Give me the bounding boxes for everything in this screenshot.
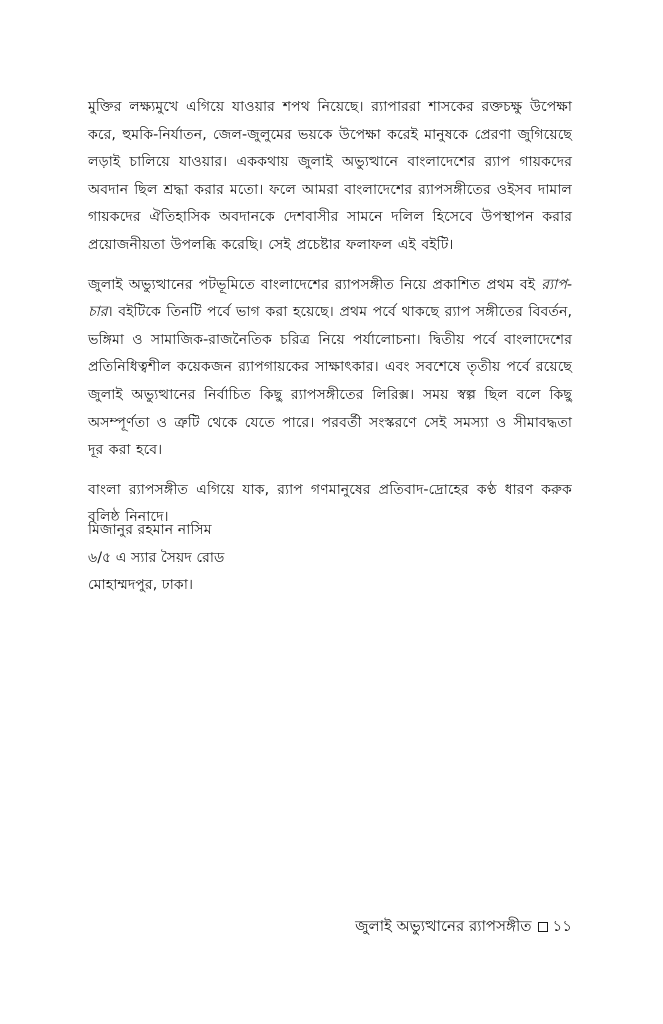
paragraph-1: মুক্তির লক্ষ্যমুখে এগিয়ে যাওয়ার শপথ নিয়েছে। র‍্যাপাররা শাসকের রক্তচক্ষু উপেক্ষা করে, হুমকি-নির্যাতন, জেল-জুলুমের ভয়কে উপেক্ষা করেই মানুষকে প্রেরণা জুগিয়েছে লড়াই চালিয়ে যাওয়ার। এককথায় জুলাই অভ্যুত্থানে বাংলাদেশের র‍্যাপ গায়কদের অবদান ছিল শ্রদ্ধা করার মতো। ফলে আমরা বাংলাদেশের র‍্যাপসঙ্গীতের ওইসব দামাল গায়কদের ঐতিহাসিক অবদানকে দেশবাসীর সামনে দলিল হিসেবে উপস্থাপন করার প্রয়োজনীয়তা উপলব্ধি করেছি। সেই প্রচেষ্টার ফলাফল এই বইটি। <box>88 99 572 253</box>
book-title: র‍্যাপ-চার <box>88 276 572 321</box>
paragraph-2 <box>88 272 572 465</box>
signature-block <box>88 517 572 600</box>
address-line-1: ৬/৫ এ স্যার সৈয়দ রোড <box>88 549 225 566</box>
paragraph-2-text-after: । বইটিকে তিনটি পর্বে ভাগ করা হয়েছে। প্রথম পর্বে থাকছে র‍্যাপ সঙ্গীতের বিবর্তন, ভঙ্গিমা ও সামাজিক-রাজনৈতিক চরিত্র নিয়ে পর্যালোচনা। দ্বিতীয় পর্বে বাংলাদেশের প্রতিনিধিত্বশীল কয়েকজন র‍্যাপগায়কের সাক্ষাৎকার। এবং সবশেষে তৃতীয় পর্বে রয়েছে জুলাই অভ্যুত্থানের নির্বাচিত কিছু র‍্যাপসঙ্গীতের লিরিক্স। সময় স্বল্প ছিল বলে কিছু অসম্পূর্ণতা ও ত্রুটি থেকে যেতে পারে। পরবর্তী সংস্করণে সেই সমস্যা ও সীমাবদ্ধতা দূর করা হবে। <box>88 304 572 459</box>
paragraph-2-text-before: জুলাই অভ্যুত্থানের পটভূমিতে বাংলাদেশের র‍্যাপসঙ্গীত নিয়ে প্রকাশিত প্রথম বই <box>88 276 542 293</box>
square-separator-icon <box>538 922 548 932</box>
paragraph-3: বাংলা র‍্যাপসঙ্গীত এগিয়ে যাক, র‍্যাপ গণমানুষের প্রতিবাদ-দ্রোহের কণ্ঠ ধারণ করুক বলিষ্ঠ নিনাদে। <box>88 481 572 526</box>
page-footer <box>300 914 572 938</box>
page-body <box>88 94 572 544</box>
page-number: ১১ <box>552 917 572 935</box>
address-line-2: মোহাম্মদপুর, ঢাকা। <box>88 577 194 594</box>
running-title: জুলাই অভ্যুত্থানের র‍্যাপসঙ্গীত <box>355 917 532 935</box>
author-name: মিজানুর রহমান নাসিম <box>88 522 212 538</box>
